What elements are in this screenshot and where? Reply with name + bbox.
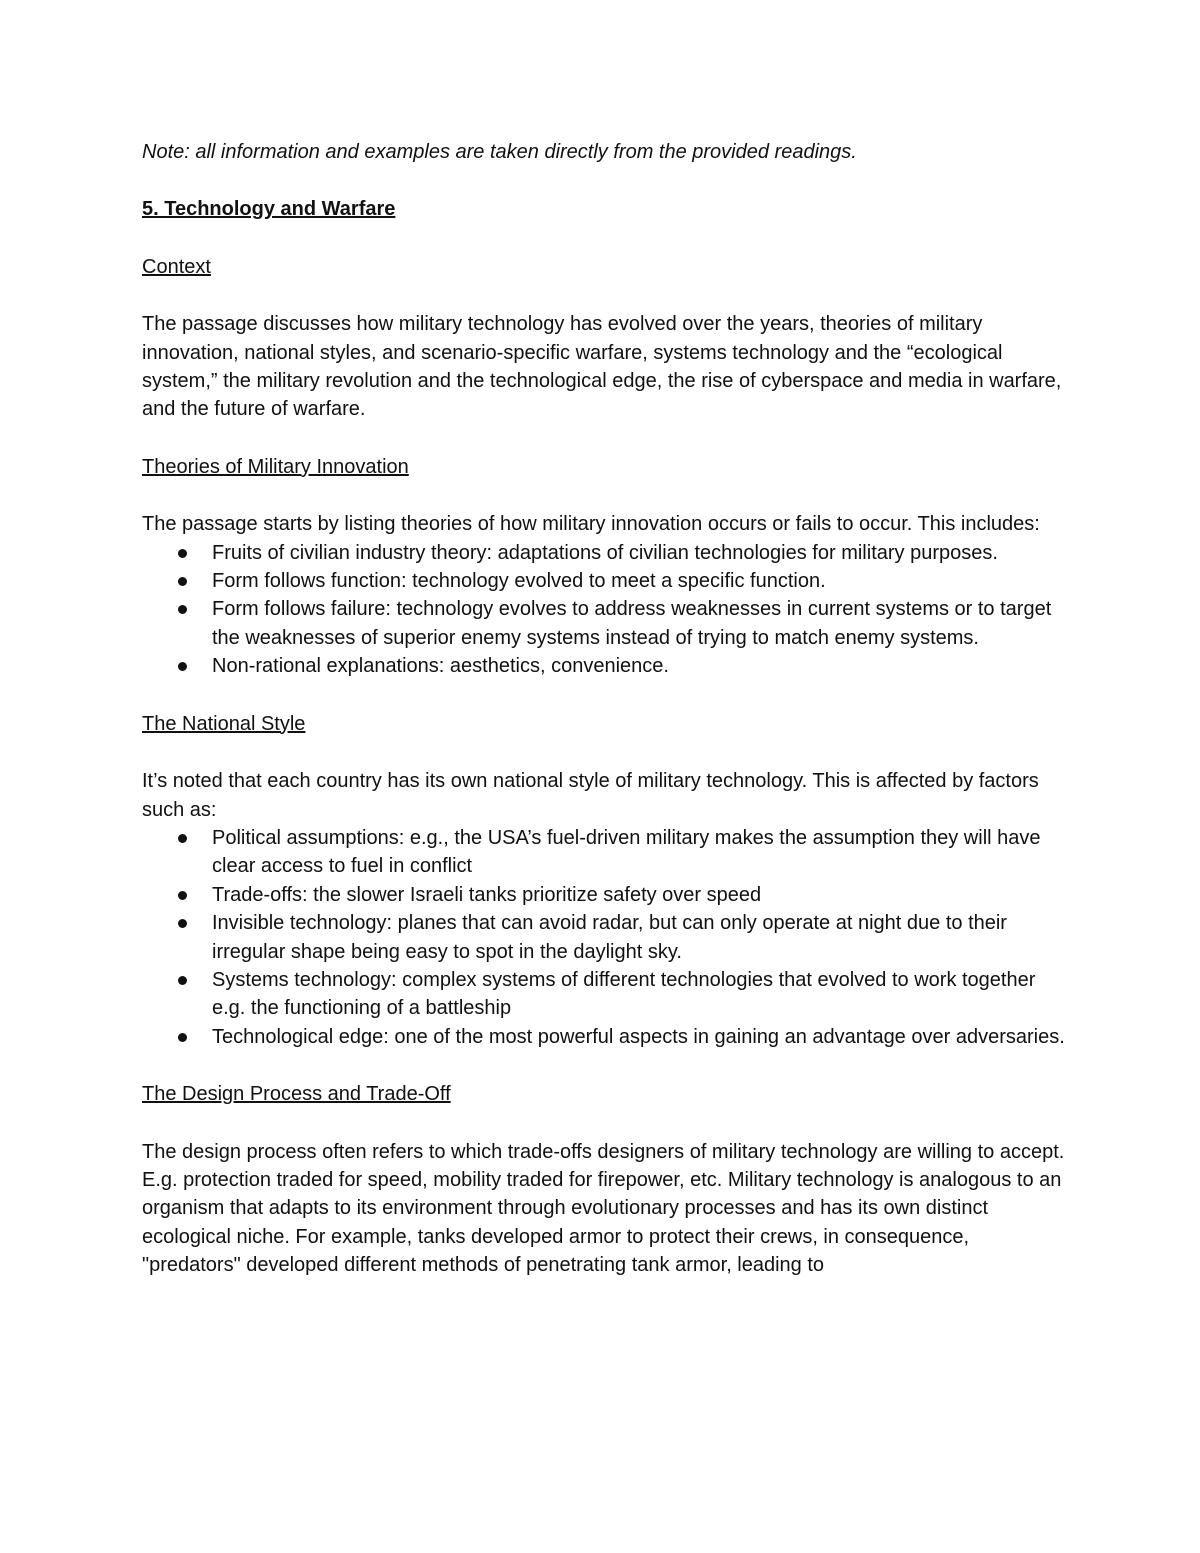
list-item-text: Systems technology: complex systems of different technologies that evolved to work together e.g. the functioning of a battleship — [212, 968, 1036, 1020]
section-heading-context: Context — [142, 255, 211, 278]
list-item — [142, 652, 1072, 680]
list-item — [142, 909, 1072, 966]
list-item-text: Fruits of civilian industry theory: adaptations of civilian technologies for military purposes. — [212, 541, 998, 564]
list-item-text: Form follows function: technology evolved to meet a specific function. — [212, 570, 826, 593]
theories-intro: The passage starts by listing theories of how military innovation occurs or fails to occur. This includes: — [142, 513, 1040, 536]
list-item — [142, 567, 1072, 595]
bullet-icon — [178, 919, 187, 928]
theories-bullet-list — [142, 539, 1072, 681]
national-style-bullet-list — [142, 824, 1072, 1051]
list-item-text: Technological edge: one of the most powerful aspects in gaining an advantage over adversaries. — [212, 1025, 1065, 1048]
section-heading-design: The Design Process and Trade-Off — [142, 1083, 451, 1106]
bullet-icon — [178, 834, 187, 843]
list-item-text: Invisible technology: planes that can avoid radar, but can only operate at night due to their irregular shape being easy to spot in the daylight sky. — [212, 912, 1007, 963]
section-heading-theories: Theories of Military Innovation — [142, 455, 409, 478]
national-style-intro: It’s noted that each country has its own national style of military technology. This is affected by factors such as: — [142, 770, 1039, 821]
list-item — [142, 881, 1072, 909]
section-heading-national-style: The National Style — [142, 712, 306, 735]
document-page — [142, 138, 1072, 1309]
context-paragraph: The passage discusses how military technology has evolved over the years, theories of military innovation, national styles, and scenario-specific warfare, systems technology and the “ecological system,” the military revolution and the technological edge, the rise of cyberspace and media in warfare, and the future of warfare. — [142, 313, 1062, 421]
bullet-icon — [178, 662, 187, 671]
bullet-icon — [178, 976, 187, 985]
bullet-icon — [178, 577, 187, 586]
list-item — [142, 966, 1072, 1023]
list-item-text: Political assumptions: e.g., the USA’s fuel-driven military makes the assumption they will have clear access to fuel in conflict — [212, 826, 1041, 878]
bullet-icon — [178, 1033, 187, 1042]
bullet-icon — [178, 605, 187, 614]
list-item — [142, 824, 1072, 881]
list-item-text: Form follows failure: technology evolves to address weaknesses in current systems or to target the weaknesses of superior enemy systems instead of trying to match enemy systems. — [212, 598, 1052, 649]
design-paragraph: The design process often refers to which trade-offs designers of military technology are willing to accept. E.g. protection traded for speed, mobility traded for firepower, etc. Military technology is analogous to an organism that adapts to its environment through evolutionary processes and has its own distinct ecological niche. For example, tanks developed armor to protect their crews, in consequence, "predators" developed different methods of penetrating tank armor, leading to — [142, 1140, 1065, 1277]
list-item — [142, 595, 1072, 652]
list-item-text: Trade-offs: the slower Israeli tanks prioritize safety over speed — [212, 883, 762, 906]
list-item — [142, 539, 1072, 567]
bullet-icon — [178, 549, 187, 558]
bullet-icon — [178, 891, 187, 900]
list-item — [142, 1023, 1072, 1051]
note-line: Note: all information and examples are taken directly from the provided readings. — [142, 141, 857, 163]
list-item-text: Non-rational explanations: aesthetics, convenience. — [212, 655, 669, 678]
document-title: 5. Technology and Warfare — [142, 198, 396, 221]
